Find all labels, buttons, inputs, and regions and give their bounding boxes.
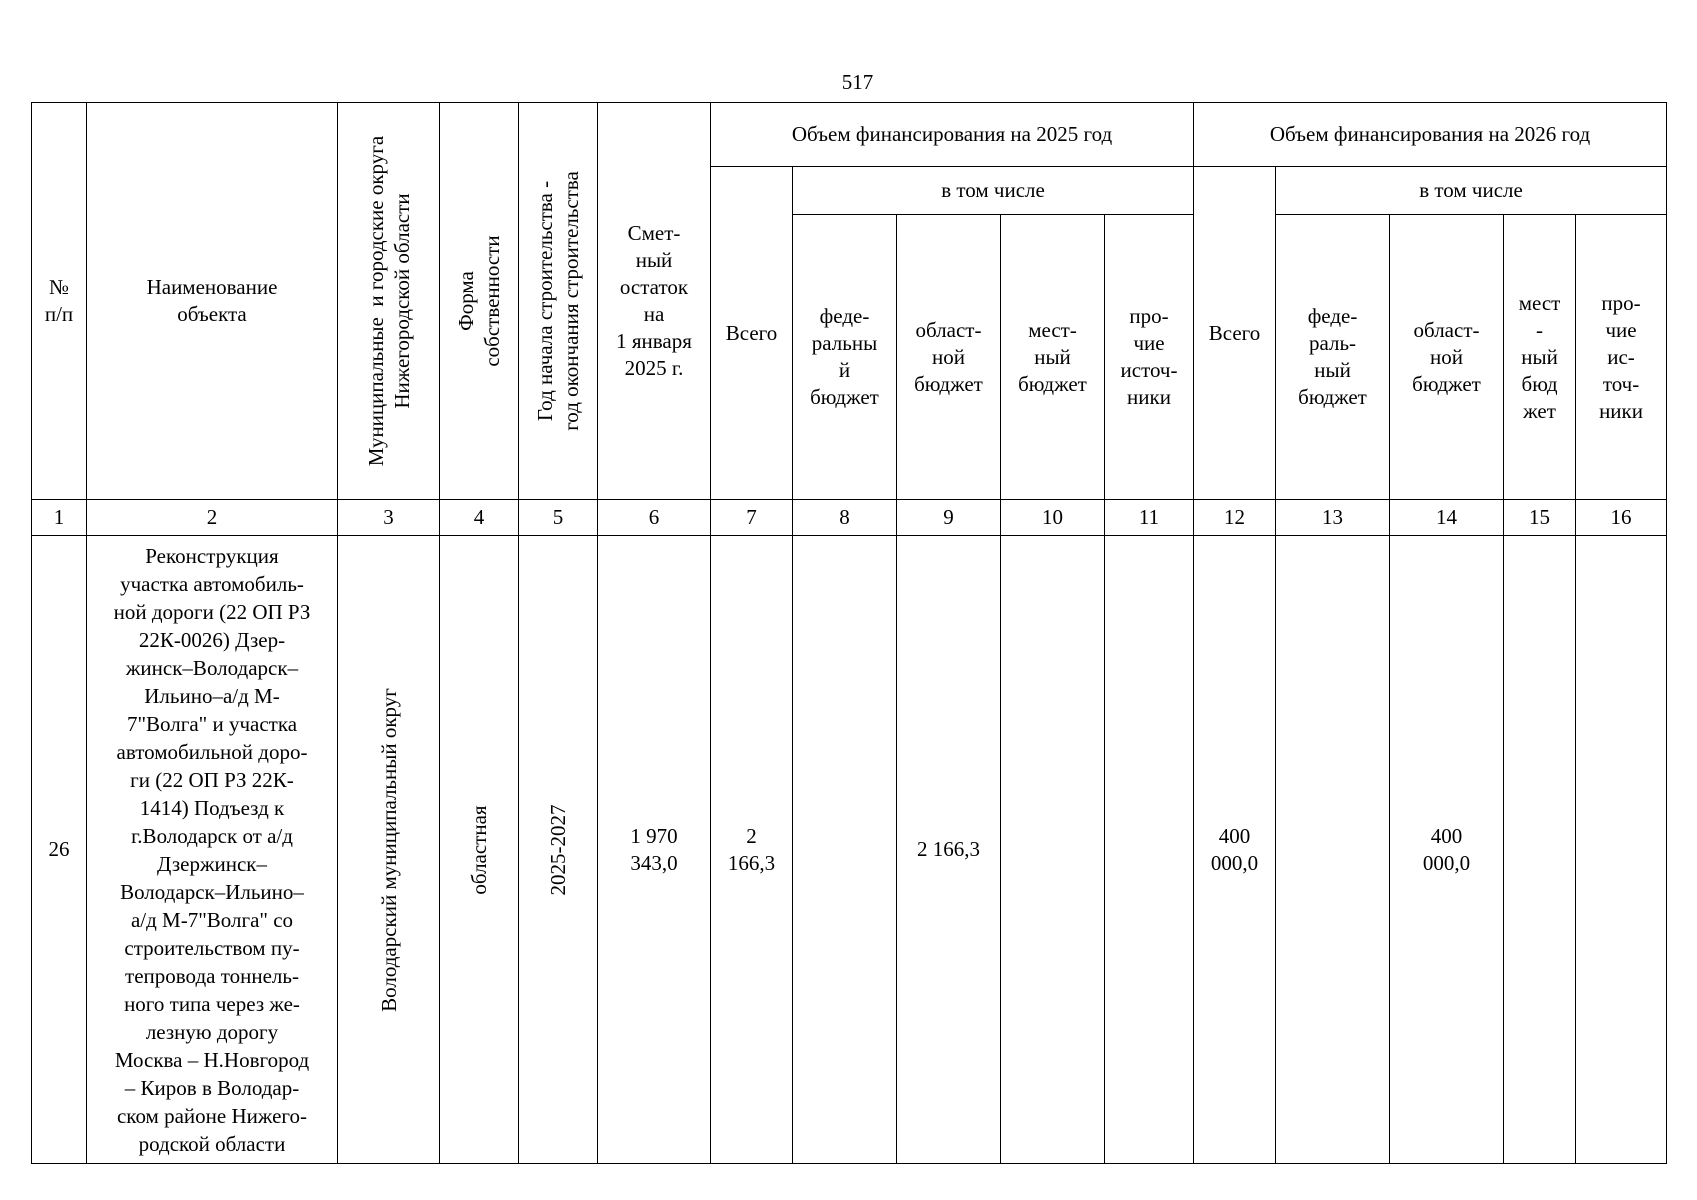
header-municipality-text: Муниципальные и городские округа Нижегородской области xyxy=(363,135,414,467)
row-other-2025 xyxy=(1105,536,1194,1164)
header-total-2025: Всего xyxy=(711,167,793,500)
header-regional-2025-text: област- ной бюджет xyxy=(914,317,983,396)
header-incl-2025: в том числе xyxy=(793,167,1194,215)
column-number: 15 xyxy=(1504,500,1576,536)
header-other-2026-text: про- чие ис- точ- ники xyxy=(1599,290,1643,423)
row-local-2025 xyxy=(1001,536,1105,1164)
header-num-text: № п/п xyxy=(44,275,74,326)
row-years xyxy=(519,536,598,1164)
header-ownership-text: Форма собственности xyxy=(454,235,504,367)
column-number: 14 xyxy=(1390,500,1504,536)
header-regional-2026-text: област- ной бюджет xyxy=(1412,317,1481,396)
table-row xyxy=(32,536,1667,1164)
row-num: 26 xyxy=(32,536,87,1164)
header-total-2026: Всего xyxy=(1194,167,1276,500)
row-municipality xyxy=(338,536,440,1164)
row-local-2026 xyxy=(1504,536,1576,1164)
column-number: 7 xyxy=(711,500,793,536)
header-other-2025-text: про- чие источ- ники xyxy=(1120,304,1178,409)
header-federal-2025 xyxy=(793,215,897,500)
header-federal-2026-text: феде- раль- ный бюджет xyxy=(1298,304,1367,409)
row-regional-2026-text: 400 000,0 xyxy=(1422,823,1471,875)
column-number: 11 xyxy=(1105,500,1194,536)
column-number: 8 xyxy=(793,500,897,536)
header-municipality xyxy=(338,103,440,500)
column-number: 5 xyxy=(519,500,598,536)
column-number-row xyxy=(32,500,1667,536)
column-number: 16 xyxy=(1576,500,1667,536)
row-other-2026 xyxy=(1576,536,1667,1164)
header-ownership xyxy=(440,103,519,500)
column-number: 4 xyxy=(440,500,519,536)
header-federal-2026 xyxy=(1276,215,1390,500)
header-estimate xyxy=(598,103,711,500)
header-estimate-text: Смет- ный остаток на 1 января 2025 г. xyxy=(616,221,692,380)
column-number: 13 xyxy=(1276,500,1390,536)
row-federal-2025 xyxy=(793,536,897,1164)
row-ownership xyxy=(440,536,519,1164)
header-years xyxy=(519,103,598,500)
header-years-text: Год начала строительства - год окончания строительства xyxy=(533,171,583,431)
row-total-2026 xyxy=(1194,536,1276,1164)
column-number: 2 xyxy=(87,500,338,536)
row-total-2025 xyxy=(711,536,793,1164)
page-number: 517 xyxy=(841,70,874,94)
header-row-1 xyxy=(32,103,1667,167)
column-number: 3 xyxy=(338,500,440,536)
row-regional-2025: 2 166,3 xyxy=(897,536,1001,1164)
row-ownership-text: областная xyxy=(467,804,491,895)
header-regional-2025 xyxy=(897,215,1001,500)
column-number: 10 xyxy=(1001,500,1105,536)
header-local-2025 xyxy=(1001,215,1105,500)
header-other-2026 xyxy=(1576,215,1667,500)
row-estimate xyxy=(598,536,711,1164)
row-object-name xyxy=(87,536,338,1164)
header-other-2025 xyxy=(1105,215,1194,500)
header-federal-2025-text: феде- ральны й бюджет xyxy=(810,304,879,409)
column-number: 12 xyxy=(1194,500,1276,536)
header-local-2026-text: мест - ный бюд жет xyxy=(1518,290,1561,423)
header-name-text: Наименование объекта xyxy=(146,275,278,326)
row-federal-2026 xyxy=(1276,536,1390,1164)
header-regional-2026 xyxy=(1390,215,1504,500)
header-local-2026 xyxy=(1504,215,1576,500)
column-number: 6 xyxy=(598,500,711,536)
header-name xyxy=(87,103,338,500)
row-total-2026-text: 400 000,0 xyxy=(1210,823,1259,875)
header-incl-2026: в том числе xyxy=(1276,167,1667,215)
row-municipality-text: Володарский муниципальный округ xyxy=(376,687,401,1012)
row-regional-2026 xyxy=(1390,536,1504,1164)
row-object-name-text: Реконструкция участка автомобиль- ной дороги (22 ОП РЗ 22К-0026) Дзер- жинск–Володарск– Ильино–а/д М- 7"Волга" и участка автомобильной доро- ги (22 ОП РЗ 22К- 1414) Подъезд к г.Володарск от а/д Дзержинск– Володарск–Ильино– а/д М-7"Волга" со строительством пу- тепровода тоннель- ного типа через же- лезную дорогу Москва – Н.Новгород – Киров в Володар- ском районе Нижего- родской области xyxy=(113,543,311,1156)
row-years-text: 2025-2027 xyxy=(546,804,570,895)
column-number: 9 xyxy=(897,500,1001,536)
row-estimate-text: 1 970 343,0 xyxy=(630,823,678,875)
funding-table xyxy=(31,102,1667,1164)
header-num xyxy=(32,103,87,500)
header-local-2025-text: мест- ный бюджет xyxy=(1018,317,1087,396)
header-funding-2026: Объем финансирования на 2026 год xyxy=(1194,103,1667,167)
header-funding-2025: Объем финансирования на 2025 год xyxy=(711,103,1194,167)
row-total-2025-text: 2 166,3 xyxy=(727,823,776,875)
column-number: 1 xyxy=(32,500,87,536)
